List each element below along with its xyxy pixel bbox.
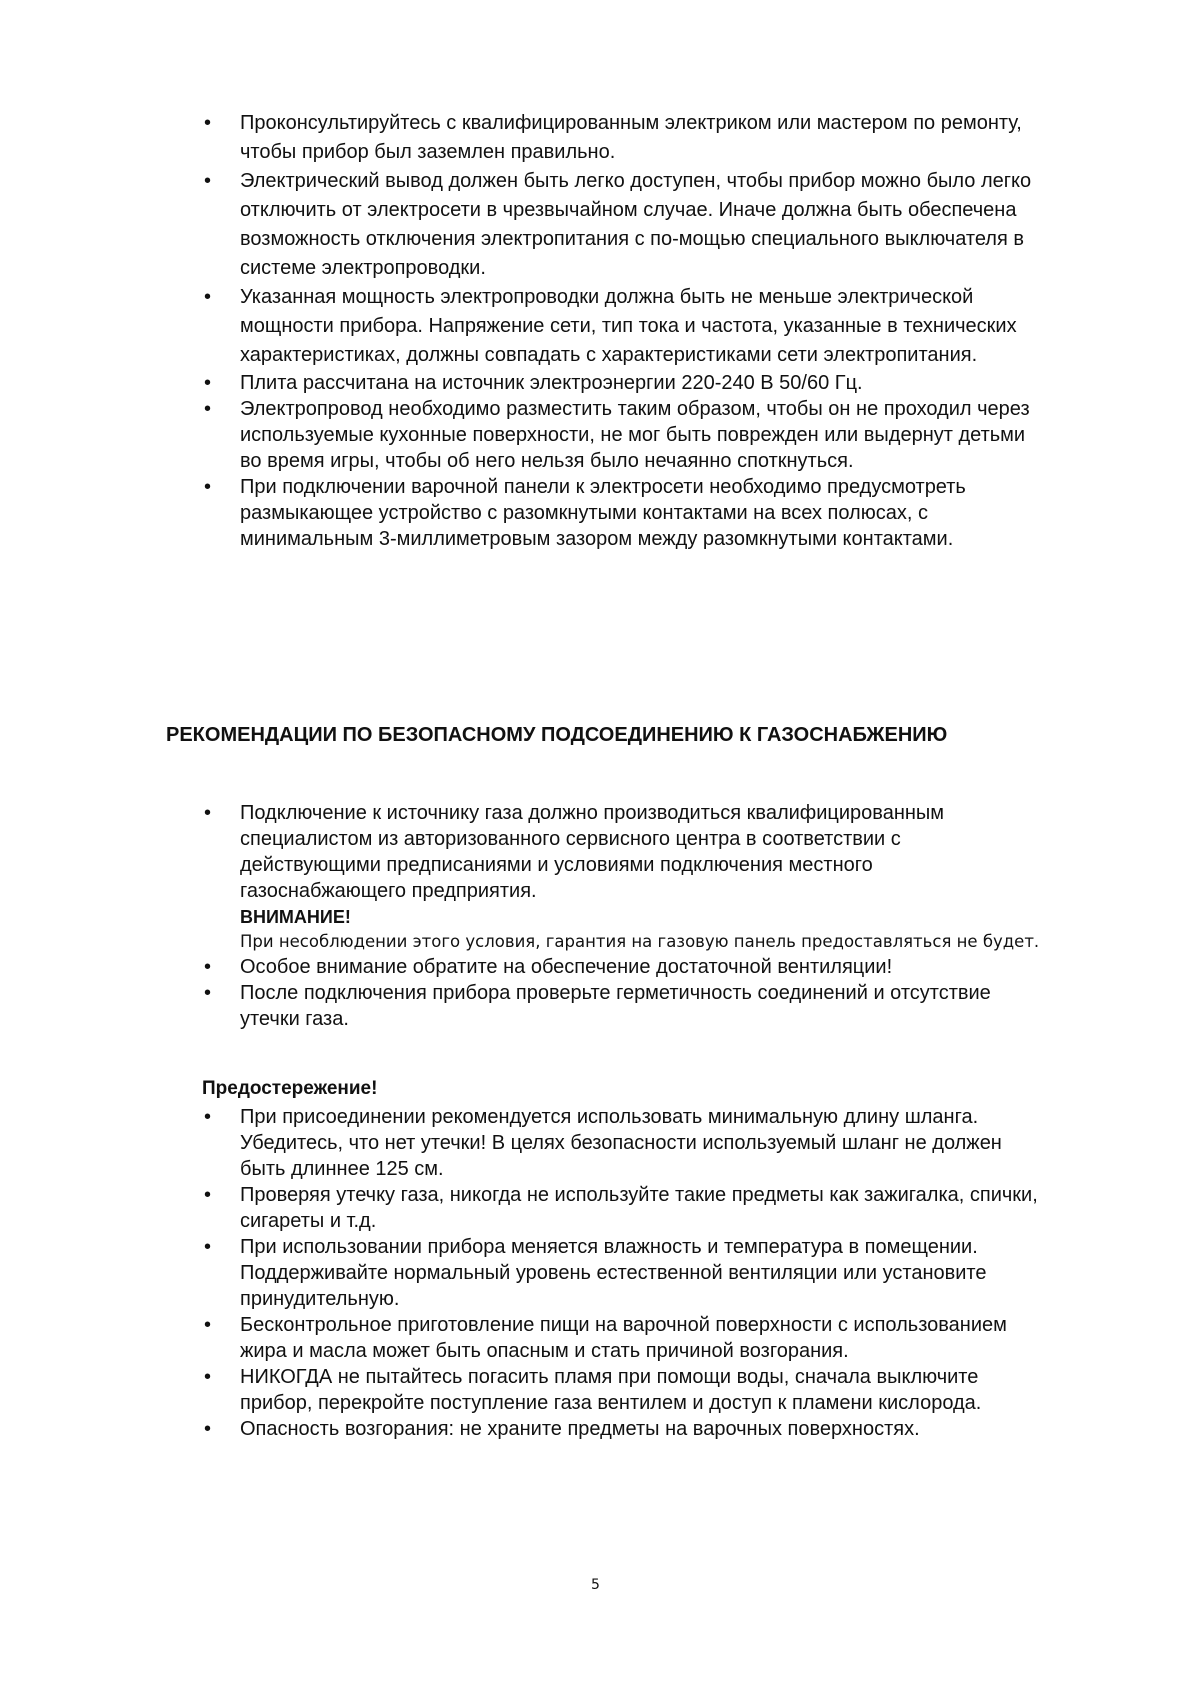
list-item — [200, 474, 1040, 552]
gas-connection-list — [200, 800, 1040, 1032]
list-item-text: Плита рассчитана на источник электроэнергии 220-240 В 50/60 Гц. — [240, 372, 863, 394]
list-item-text: НИКОГДА не пытайтесь погасить пламя при помощи воды, сначала выключите прибор, перекройте поступление газа вентилем и доступ к пламени кислорода. — [240, 1366, 982, 1414]
page-number: 5 — [591, 1577, 600, 1593]
caution-heading: Предостережение! — [202, 1078, 378, 1099]
bullet-icon: • — [204, 112, 212, 134]
electrical-safety-list — [200, 109, 1040, 552]
list-item — [200, 370, 1040, 396]
list-item — [200, 1312, 1040, 1364]
list-item — [200, 800, 1040, 954]
bullet-icon: • — [204, 398, 212, 420]
list-item — [200, 1104, 1040, 1182]
bullet-icon: • — [204, 476, 212, 498]
list-item-text: После подключения прибора проверьте герметичность соединений и отсутствие утечки газа. — [240, 982, 991, 1030]
list-item-text: Опасность возгорания: не храните предметы на варочных поверхностях. — [240, 1418, 920, 1440]
list-item — [200, 1182, 1040, 1234]
bullet-icon: • — [204, 170, 212, 192]
list-item-text: При присоединении рекомендуется использовать минимальную длину шланга. Убедитесь, что нет утечки! В целях безопасности используемый шланг не должен быть длиннее 125 см. — [240, 1106, 1002, 1180]
list-item-text: Электрический вывод должен быть легко доступен, чтобы прибор можно было легко отключить от электросети в чрезвычайном случае. Иначе должна быть обеспечена возможность отключения электропитания с по-мощью специального выключателя в системе электропроводки. — [240, 170, 1032, 279]
warning-title: ВНИМАНИЕ! — [240, 907, 351, 927]
list-item — [200, 167, 1040, 283]
list-item-text: При использовании прибора меняется влажность и температура в помещении. Поддерживайте нормальный уровень естественной вентиляции или установите принудительную. — [240, 1236, 987, 1310]
bullet-icon: • — [204, 1184, 212, 1206]
bullet-icon: • — [204, 1106, 212, 1128]
bullet-icon: • — [204, 1366, 212, 1388]
bullet-icon: • — [204, 956, 212, 978]
list-item — [200, 109, 1040, 167]
bullet-icon: • — [204, 1236, 212, 1258]
bullet-icon: • — [204, 982, 212, 1004]
list-item — [200, 1364, 1040, 1416]
list-item — [200, 1234, 1040, 1312]
list-item — [200, 396, 1040, 474]
bullet-icon: • — [204, 802, 212, 824]
list-item — [200, 283, 1040, 370]
list-item-text: Электропровод необходимо разместить таким образом, чтобы он не проходил через используемые кухонные поверхности, не мог быть поврежден или выдернут детьми во время игры, чтобы об него нельзя было нечаянно споткнуться. — [240, 398, 1030, 472]
bullet-icon: • — [204, 1314, 212, 1336]
list-item — [200, 954, 1040, 980]
list-item-text: При подключении варочной панели к электросети необходимо предусмотреть размыкающее устройство с разомкнутыми контактами на всех полюсах, с минимальным 3-миллиметровым зазором между разомкнутыми контактами. — [240, 476, 966, 550]
list-item-text: Проконсультируйтесь с квалифицированным электриком или мастером по ремонту, чтобы прибор был заземлен правильно. — [240, 112, 1022, 163]
warning-text: При несоблюдении этого условия, гарантия на газовую панель предоставляться не будет. — [240, 932, 1040, 951]
list-item-text: Проверяя утечку газа, никогда не используйте такие предметы как зажигалка, спички, сигареты и т.д. — [240, 1184, 1038, 1232]
list-item-text: Особое внимание обратите на обеспечение достаточной вентиляции! — [240, 956, 893, 978]
list-item — [200, 980, 1040, 1032]
list-item — [200, 1416, 1040, 1442]
bullet-icon: • — [204, 372, 212, 394]
caution-list — [200, 1104, 1040, 1442]
list-item-text: Бесконтрольное приготовление пищи на варочной поверхности с использованием жира и масла может быть опасным и стать причиной возгорания. — [240, 1314, 1007, 1362]
section-heading: РЕКОМЕНДАЦИИ ПО БЕЗОПАСНОМУ ПОДСОЕДИНЕНИЮ К ГАЗОСНАБЖЕНИЮ — [166, 724, 948, 746]
list-item-text: Указанная мощность электропроводки должна быть не меньше электрической мощности прибора. Напряжение сети, тип тока и частота, указанные в технических характеристиках, должны совпадать с характеристиками сети электропитания. — [240, 286, 1017, 366]
bullet-icon: • — [204, 1418, 212, 1440]
list-item-text: Подключение к источнику газа должно производиться квалифицированным специалистом из авторизованного сервисного центра в соответствии с действующими предписаниями и условиями подключения местного газоснабжающего предприятия. — [240, 802, 945, 902]
bullet-icon: • — [204, 286, 212, 308]
